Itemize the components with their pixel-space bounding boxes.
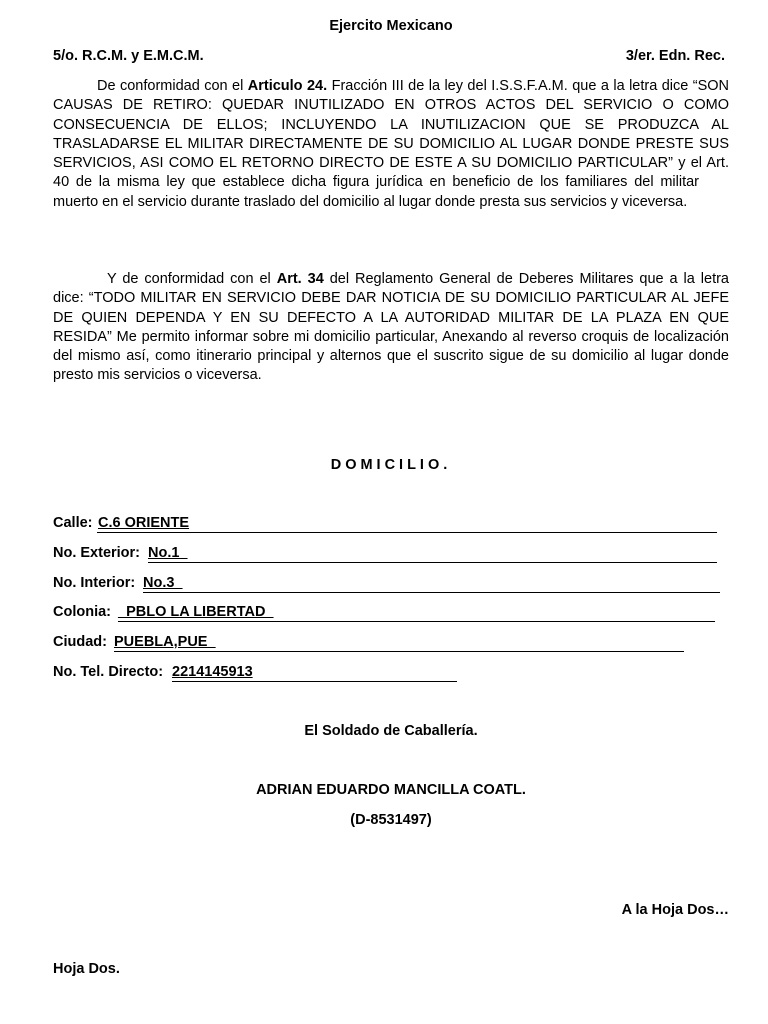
article-reference: Art. 34 — [276, 271, 324, 287]
field-label: No. Interior: — [53, 575, 136, 591]
next-page-note: A la Hoja Dos… — [621, 902, 729, 918]
field-no-exterior — [53, 545, 717, 565]
paragraph-article-24 — [53, 77, 729, 212]
document-title: Ejercito Mexicano — [329, 18, 453, 34]
section-title-domicilio: DOMICILIO. — [330, 457, 452, 473]
paragraph-intro: De conformidad con el — [97, 78, 248, 94]
field-label: No. Exterior: — [53, 545, 141, 561]
field-colonia — [53, 604, 715, 624]
field-value: No.1_ — [148, 545, 188, 561]
field-value: C.6 ORIENTE — [98, 515, 190, 531]
fill-line — [118, 621, 715, 622]
paragraph-intro: Y de conformidad con el — [107, 271, 277, 287]
paragraph-body: Fracción III de la ley del I.S.S.F.A.M. que a la letra dice “SON CAUSAS DE RETIRO: QUEDAR INUTILIZADO EN OTROS ACTOS DEL SERVICIO O COMO CONSECUENCIA DE ELLOS; INCLUYENDO LA INUTILIZACION QUE SE PRODUZCA AL TRASLADARSE EL MILITAR DIRECTAMENTE DE SU DOMICILIO AL LUGAR DONDE PRESTE SUS SERVICIOS, ASI COMO EL RETORNO DIRECTO DE ESTE A SU DOMICILIO PARTICULAR” y el Art. 40 de la misma ley que establece dicha figura jurídica en beneficio de los familiares del militar — [53, 78, 730, 191]
paragraph-body-end: muerto en el servicio durante traslado del domicilio al lugar donde presta sus servicios y viceversa. — [53, 193, 688, 210]
signer-id: (D-8531497) — [350, 812, 432, 828]
field-label: Calle: — [53, 515, 93, 531]
field-value: PUEBLA,PUE_ — [114, 634, 216, 650]
field-value: _PBLO LA LIBERTAD_ — [118, 604, 274, 620]
field-calle — [53, 515, 717, 535]
paragraph-article-34 — [53, 270, 729, 386]
fill-line — [114, 651, 684, 652]
fill-line — [97, 532, 717, 533]
page-label: Hoja Dos. — [53, 961, 120, 977]
signer-rank: El Soldado de Caballería. — [304, 723, 478, 739]
paragraph-body: del Reglamento General de Deberes Militares que a la letra dice: “TODO MILITAR EN SERVICIO DEBE DAR NOTICIA DE SU DOMICILIO PARTICULAR AL JEFE DE QUIEN DEPENDA Y EN SU DEFECTO A LA AUTORIDAD MILITAR DE LA PLAZA EN QUE RESIDA” Me permito informar sobre mi domicilio particular, Anexando al reverso croquis de localización del mismo así, como itinerario principal y alternos que el suscrito sigue de su domicilio al lugar donde presto mis servicios o viceversa. — [53, 271, 729, 384]
field-label: No. Tel. Directo: — [53, 664, 164, 680]
field-value: No.3_ — [143, 575, 183, 591]
squadron-reference: 3/er. Edn. Rec. — [625, 48, 725, 64]
field-no-interior — [53, 575, 720, 595]
article-reference: Articulo 24. — [247, 78, 328, 94]
fill-line — [148, 562, 717, 563]
field-telefono — [53, 664, 457, 684]
signer-name: ADRIAN EDUARDO MANCILLA COATL. — [256, 782, 526, 798]
fill-line — [143, 592, 720, 593]
field-label: Ciudad: — [53, 634, 107, 650]
unit-reference: 5/o. R.C.M. y E.M.C.M. — [53, 48, 204, 64]
field-label: Colonia: — [53, 604, 111, 620]
field-value: 2214145913 — [172, 664, 253, 680]
field-ciudad — [53, 634, 684, 654]
fill-line — [172, 681, 457, 682]
